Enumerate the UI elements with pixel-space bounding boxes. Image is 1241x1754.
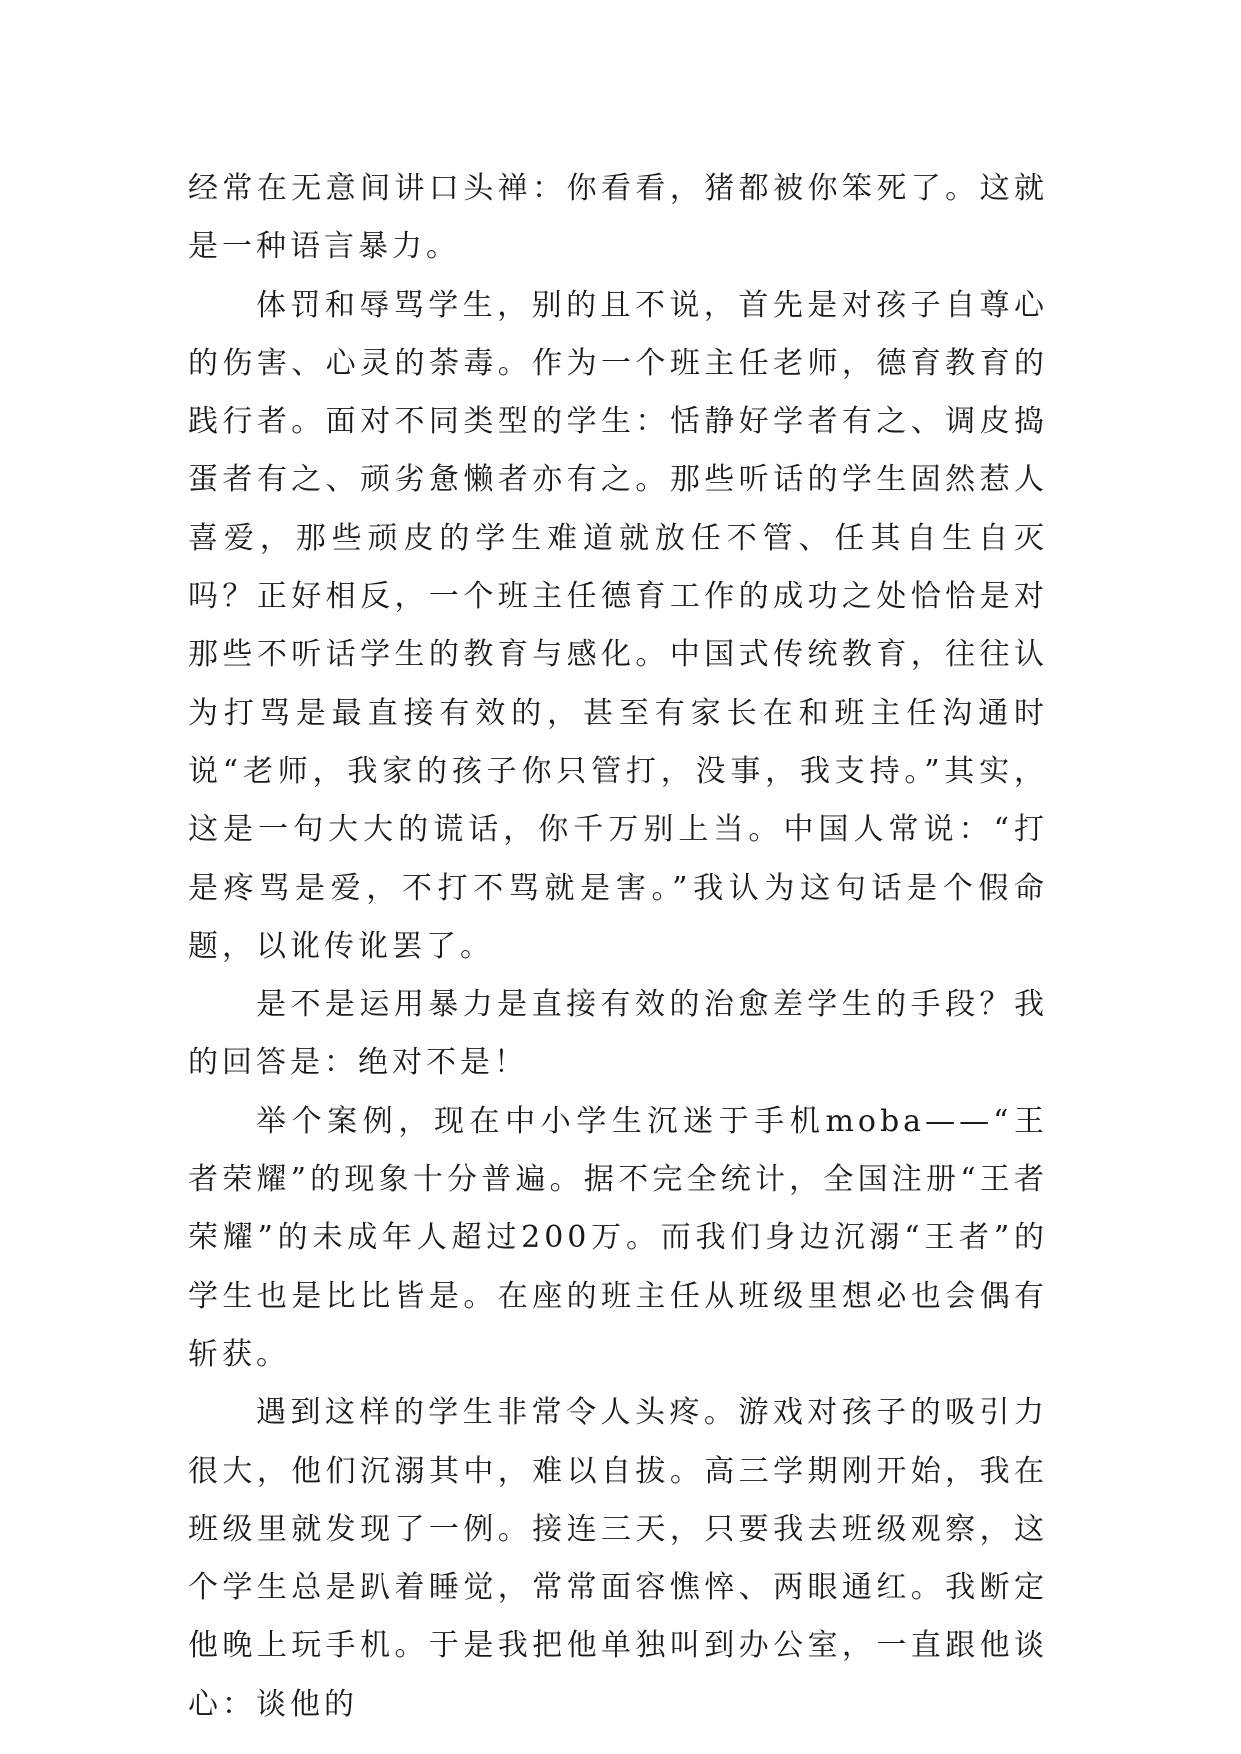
document-body	[188, 160, 1048, 1734]
paragraph-2: 体罚和辱骂学生，别的且不说，首先是对孩子自尊心的伤害、心灵的荼毒。作为一个班主任老师，德育教育的践行者。面对不同类型的学生：恬静好学者有之、调皮捣蛋者有之、顽劣惫懒者亦有之。那些听话的学生固然惹人喜爱，那些顽皮的学生难道就放任不管、任其自生自灭吗？正好相反，一个班主任德育工作的成功之处恰恰是对那些不听话学生的教育与感化。中国式传统教育，往往认为打骂是最直接有效的，甚至有家长在和班主任沟通时说“老师，我家的孩子你只管打，没事，我支持。”其实，这是一句大大的谎话，你千万别上当。中国人常说：“打是疼骂是爱，不打不骂就是害。”我认为这句话是个假命题，以讹传讹罢了。	[188, 287, 1048, 964]
paragraph-3: 是不是运用暴力是直接有效的治愈差学生的手段？我的回答是：绝对不是！	[188, 987, 1048, 1081]
paragraph-4: 举个案例，现在中小学生沉迷于手机moba——“王者荣耀”的现象十分普遍。据不完全统计，全国注册“王者荣耀”的未成年人超过200万。而我们身边沉溺“王者”的学生也是比比皆是。在座的班主任从班级里想必也会偶有斩获。	[188, 1103, 1048, 1372]
paragraph-1: 经常在无意间讲口头禅：你看看，猪都被你笨死了。这就是一种语言暴力。	[188, 171, 1048, 265]
paragraph-5: 遇到这样的学生非常令人头疼。游戏对孩子的吸引力很大，他们沉溺其中，难以自拔。高三学期刚开始，我在班级里就发现了一例。接连三天，只要我去班级观察，这个学生总是趴着睡觉，常常面容憔悴、两眼通红。我断定他晚上玩手机。于是我把他单独叫到办公室，一直跟他谈心：谈他的	[188, 1395, 1048, 1722]
